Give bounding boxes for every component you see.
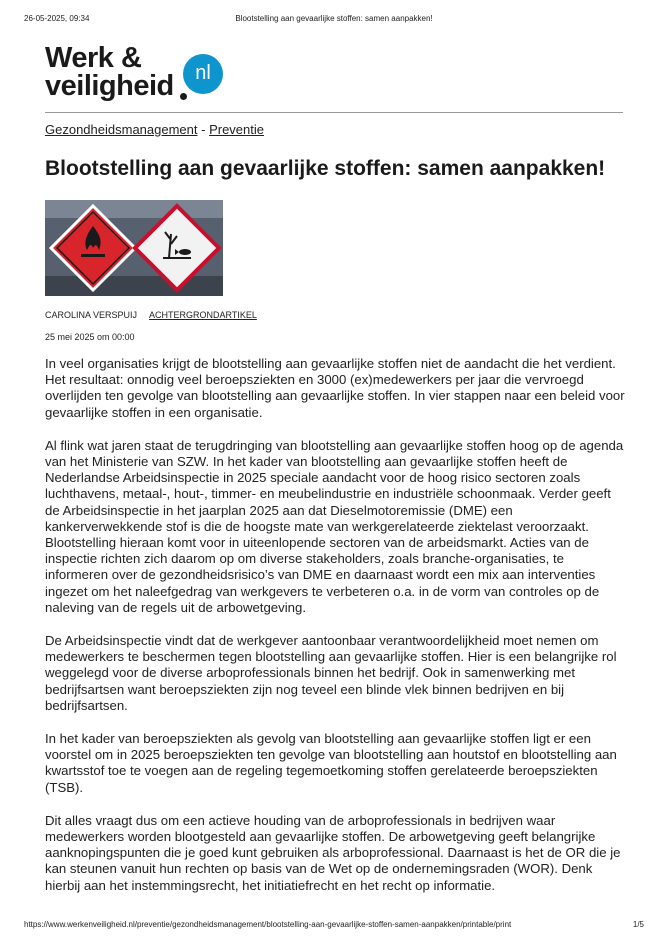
breadcrumb-preventie[interactable]: Preventie	[209, 122, 264, 137]
breadcrumb-gezondheidsmanagement[interactable]: Gezondheidsmanagement	[45, 122, 198, 137]
logo-dot	[180, 93, 187, 100]
article-date: 25 mei 2025 om 00:00	[45, 332, 135, 342]
breadcrumb-separator: -	[197, 122, 210, 137]
site-logo[interactable]	[45, 40, 245, 106]
header-divider	[45, 112, 623, 113]
hazard-pictograms-photo	[45, 200, 223, 296]
logo-suffix: nl	[195, 62, 211, 84]
paragraph: Dit alles vraagt dus om een actieve houding van de arboprofessionals in bedrijven waar medewerkers worden blootgesteld aan gevaarlijke stoffen. De arbowetgeving geeft belangrijke aanknopingspunten die je goed kunt gebruiken als arboprofessional. Daarnaast is het de OR die je kan steunen vanuit hun rechten op basis van de Wet op de ondernemingsraden (WOR). Denk hierbij aan het instemmingsrecht, het initiatiefrecht en het recht op informatie.	[45, 812, 621, 893]
article-author: CAROLINA VERSPUIJ	[45, 310, 138, 320]
logo-line-2: veiligheid	[45, 70, 174, 102]
article-meta	[45, 310, 257, 321]
article-title: Blootstelling aan gevaarlijke stoffen: samen aanpakken!	[45, 157, 606, 180]
article-category-link[interactable]: ACHTERGRONDARTIKEL	[149, 310, 257, 320]
logo-line-1: Werk &	[45, 42, 142, 74]
breadcrumb	[45, 122, 264, 138]
paragraph: De Arbeidsinspectie vindt dat de werkgever aantoonbaar verantwoordelijkheid moet nemen om medewerkers te beschermen tegen blootstelling aan gevaarlijke stoffen. Hier is een belangrijke rol weggelegd voor de diverse arboprofessionals binnen het bedrijf. Ook in samenwerking met bedrijfsartsen want beroepsziekten zijn nog teveel een blinde vlek binnen bedrijven en bij bedrijfsartsen.	[45, 633, 617, 713]
paragraph: In veel organisaties krijgt de blootstelling aan gevaarlijke stoffen niet de aandacht die het verdient. Het resultaat: onnodig veel beroepsziekten en 3000 (ex)medewerkers per jaar die vervroegd overlijden ten gevolge van blootstelling aan gevaarlijke stoffen. In vier stappen naar een beleid voor gevaarlijke stoffen in een organisatie.	[45, 356, 625, 420]
hero-image	[45, 200, 223, 296]
article-content	[45, 40, 625, 893]
print-date: 26-05-2025, 09:34	[24, 14, 90, 23]
article-body	[45, 356, 625, 911]
logo-circle	[183, 54, 223, 94]
paragraph: In het kader van beroepsziekten als gevolg van blootstelling aan gevaarlijke stoffen ligt er een voorstel om in 2025 beroepsziekten ten gevolge van blootstelling aan houtstof en blootstelling aan kwartsstof toe te voegen aan de regeling tegemoetkoming stoffen gerelateerde beroepsziekten (TSB).	[45, 731, 617, 795]
paragraph: Al flink wat jaren staat de terugdringing van blootstelling aan gevaarlijke stoffen hoog op de agenda van het Ministerie van SZW. In het kader van blootstelling aan gevaarlijke stoffen heeft de Nederlandse Arbeidsinspectie in 2025 speciale aandacht voor de hoog risico sectoren zoals luchthavens, metaal-, hout-, timmer- en meubelindustrie en industriële schoonmaak. Verder geeft de Arbeidsinspectie in het jaarplan 2025 aan dat Dieselmotoremissie (DME) een kankerverwekkende stof is die de hoogste mate van werkgerelateerde ziektelast veroorzaakt. Blootstelling hieraan komt voor in uiteenlopende sectoren van de arbeidsmarkt. Acties van de inspectie richten zich daarom op om diverse stakeholders, zoals branche-organisaties, te informeren over de gezondheidsrisico’s van DME en daarnaast wordt een mix aan interventies ingezet om het naleefgedrag van werkgevers te verbeteren o.a. in de vorm van controles op de naleving van de regels uit de arbowetgeving.	[45, 437, 624, 615]
print-title: Blootstelling aan gevaarlijke stoffen: samen aanpakken!	[235, 14, 433, 23]
page-number: 1/5	[632, 920, 644, 929]
print-url: https://www.werkenveiligheid.nl/preventie/gezondheidsmanagement/blootstelling-aan-gevaarlijke-stoffen-samen-aanpakken/printable/print	[24, 920, 512, 929]
